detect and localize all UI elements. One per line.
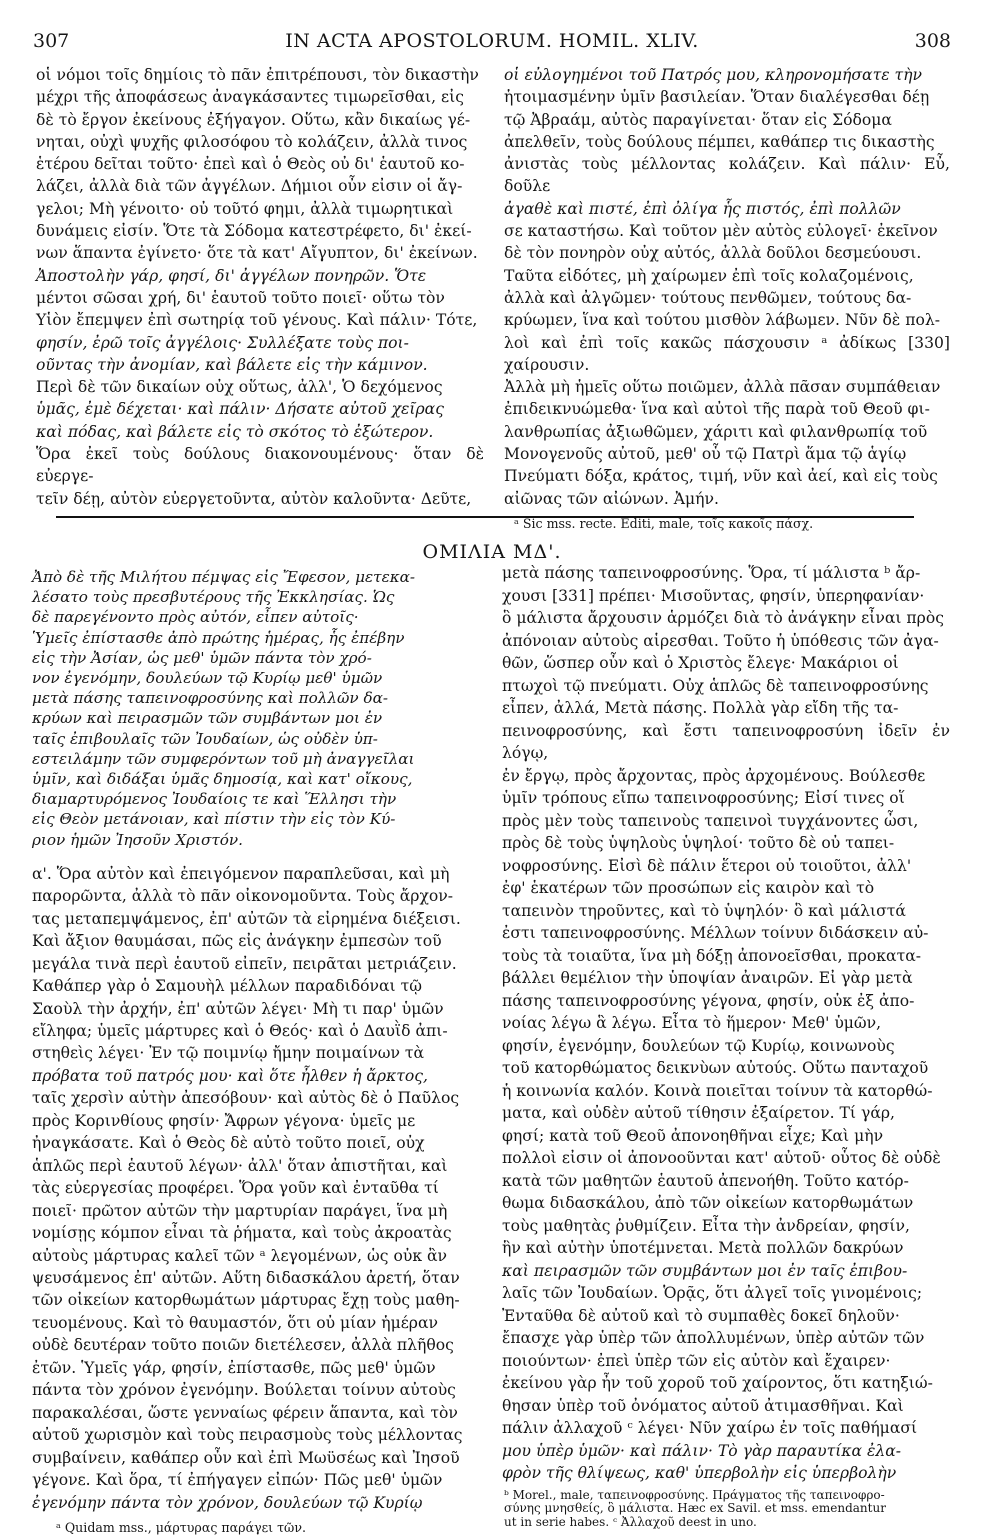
- text-line: Ὑμεῖς ἐπίστασθε ἀπὸ πρώτης ἡμέρας, ἧς ἐπέβην: [32, 628, 405, 647]
- text-line: Υἱὸν ἔπεμψεν ἐπὶ σωτηρίᾳ τοῦ γένους. Καὶ πάλιν· Τότε,: [36, 311, 478, 330]
- text-line: ταῖς χερσὶν αὐτὴν ἀπεσόβουν· καὶ αὐτὸς δὲ ὁ Παῦλος: [32, 1089, 460, 1108]
- text-line: χουσι [331] πρέπει· Μισοῦντας, φησίν, ὑπερηφανίαν·: [502, 586, 925, 605]
- text-line: ἐστι ταπεινοφροσύνης. Μέλλων τοίνυν διδάσκειν αὐ-: [502, 924, 929, 942]
- text-line: νων ἅπαντα ἐγίνετο· ὅτε τὰ κατ' Αἴγυπτον, δι' ἐκείνων.: [36, 244, 478, 263]
- text-line: τεῖν δέῃ, αὐτὸν εὐεργετοῦντα, αὐτὸν καλοῦντα· Δεῦτε,: [36, 489, 472, 508]
- footnote-line: σύνης μνησθείς, ὃ μάλιστα. Hæc ex Savil. et mss. emendantur: [504, 1501, 886, 1515]
- text-line: Καθάπερ γὰρ ὁ Σαμουὴλ μέλλων παραδιδόναι τῷ: [32, 977, 422, 996]
- text-line: μετὰ πάσης ταπεινοφροσύνης καὶ πολλῶν δα-: [32, 689, 388, 708]
- footnote-line: ut in serie habes. ᶜ Ἀλλαχοῦ deest in uno.: [504, 1514, 757, 1529]
- text-line: λαῖς τῶν Ἰουδαίων. Ὁρᾷς, ὅτι ἀλγεῖ τοῖς γινομένοις;: [502, 1284, 923, 1302]
- text-line: δὲ τὸν πονηρὸν οὐχ αὐτός, ἀλλὰ δοῦλοι δεσμεύουσι.: [504, 244, 922, 263]
- text-line: πρόβατα τοῦ πατρός μου· καὶ ὅτε ἦλθεν ἡ ἄρκτος,: [32, 1066, 428, 1085]
- text-line: καὶ πειρασμῶν τῶν συμβάντων μοι ἐν ταῖς ἐπιβου-: [502, 1261, 908, 1280]
- text-line: ἑτέρου δεῖται τοῦτο· ἐπεὶ καὶ ὁ Θεὸς οὐ δι' ἑαυτοῦ κο-: [36, 155, 465, 174]
- text-line: λοὶ καὶ ἐπὶ τοῖς κακῶς πάσχουσιν ᵃ ἀδίκως [330] χαίρουσιν.: [504, 333, 950, 374]
- text-line: οῦντας τὴν ἀνομίαν, καὶ βάλετε εἰς τὴν κάμινον.: [36, 355, 428, 374]
- text-line: ἐκείνου γὰρ ἦν τοῦ χοροῦ τοῦ χαίροντος, ὅτι κατηξιώ-: [502, 1374, 933, 1392]
- text-line: Ἐνταῦθα δὲ αὐτοῦ καὶ τὸ συμπαθὲς δοκεῖ δηλοῦν·: [502, 1306, 900, 1325]
- text-line: ὑμᾶς, ἐμὲ δέχεται· καὶ πάλιν· Δήσατε αὐτοῦ χεῖρας: [36, 400, 444, 419]
- text-line: Ταῦτα εἰδότες, μὴ χαίρωμεν ἐπὶ τοῖς κολαζομένοις,: [504, 266, 914, 285]
- text-line: ἀπελθεῖν, τοὺς δούλους πέμπει, καθάπερ τις δικαστὴς: [504, 132, 935, 151]
- text-line: πεινοφροσύνης, καὶ ἔστι ταπεινοφροσύνη ἰδεῖν ἐν λόγῳ,: [502, 721, 950, 762]
- text-line: παρακαλέσαι, ὥστε γενναίως φέρειν ἅπαντα, καὶ τὸν: [32, 1403, 458, 1422]
- section-divider: [56, 516, 914, 518]
- text-line: κατὰ τῶν μαθητῶν ἑαυτοῦ ἀπενοήθη. Τοῦτο κατόρ-: [502, 1171, 909, 1190]
- footnote-a-bottom: ᵃ Quidam mss., μάρτυρας παράγει τῶν.: [56, 1519, 306, 1535]
- text-line: τῶν οἰκείων κατορθωμάτων μάρτυρας ἔχῃ τοὺς μαθη-: [32, 1291, 460, 1310]
- text-line: εἰς Θεὸν μετάνοιαν, καὶ πίστιν τὴν εἰς τὸν Κύ-: [32, 810, 396, 829]
- text-line: τας μεταπεμψάμενος, ἐπ' αὐτῶν τὰ εἰρημένα διέξεισι.: [32, 909, 461, 928]
- running-title: IN ACTA APOSTOLORUM. HOMIL. XLIV.: [285, 30, 699, 52]
- text-line: μέντοι σῶσαι χρή, δι' ἑαυτοῦ τοῦτο ποιεῖ· οὕτω τὸν: [36, 288, 445, 307]
- text-line: ταῖς ἐπιβουλαῖς τῶν Ἰουδαίων, ὡς οὐδὲν ὑπ-: [32, 729, 378, 748]
- text-line: δὲ τὸ ἔργον ἐκείνους ἐξήγαγον. Οὕτω, κἂν δικαίως γέ-: [36, 110, 471, 129]
- footnotes-b-c: [502, 1489, 950, 1530]
- text-line: λέσατο τοὺς πρεσβυτέρους τῆς Ἐκκλησίας. Ὡς: [32, 588, 395, 607]
- text-line: ἀπόνοιαν αὐτοὺς αἱρεσθαι. Τοῦτο ἡ ὑπόθεσις τῶν ἀγα-: [502, 631, 939, 650]
- text-line: παρορῶντα, ἀλλὰ τὸ πᾶν οἰκονομοῦντα. Τοὺς ἄρχον-: [32, 887, 454, 906]
- text-line: ἣν καὶ αὐτὴν ὑποτέμνεται. Μετὰ πολλῶν δακρύων: [502, 1239, 904, 1257]
- text-line: πρὸς Κορινθίους φησίν· Ἄφρων γέγονα· ὑμεῖς με: [32, 1111, 416, 1130]
- paragraph: [502, 562, 950, 1485]
- text-line: φησί; κατὰ τοῦ Θεοῦ ἀπονοηθῆναι εἶχε; Καὶ μὴν: [502, 1126, 884, 1145]
- footnote-line: ᵇ Morel., male, ταπεινοφροσύνης. Πράγματος τῆς ταπεινοφρο-: [504, 1487, 885, 1502]
- paragraph: [36, 64, 484, 510]
- text-line: ἐφ' ἑκατέρων τῶν προσώπων εἰς καιρὸν καὶ τὸ: [502, 879, 875, 897]
- text-line: Σαοὺλ τὴν ἀρχήν, ἐπ' αὐτῶν λέγει· Μὴ τι παρ' ὑμῶν: [32, 999, 444, 1018]
- text-line: ταπεινὸν τηροῦντες, καὶ τὸ ὑψηλόν· ὃ καὶ μάλιστά: [502, 901, 906, 920]
- homily-summary: [32, 567, 480, 850]
- text-line: ἐγενόμην πάντα τὸν χρόνον, δουλεύων τῷ Κυρίῳ: [32, 1493, 423, 1512]
- text-line: εἰς τὴν Ἀσίαν, ὡς μεθ' ὑμῶν πάντα τὸν χρό-: [32, 648, 372, 667]
- text-line: αὐτοὺς μάρτυρας καλεῖ τῶν ᵃ λεγομένων, ὡς οὐκ ἂν: [32, 1246, 448, 1265]
- text-line: ἠναγκάσατε. Καὶ ὁ Θεὸς δὲ αὐτὸ τοῦτο ποιεῖ, οὐχ: [32, 1134, 425, 1153]
- text-line: τοὺς τὰ τοιαῦτα, ἵνα μὴ δόξῃ ἀπονοεῖσθαι, προκατα-: [502, 946, 922, 965]
- text-line: ὑμῖν, καὶ διδάξαι ὑμᾶς δημοσίᾳ, καὶ κατ' οἴκους,: [32, 770, 413, 789]
- text-line: μεγάλα τινὰ περὶ ἑαυτοῦ εἰπεῖν, πειρᾶται μετριάζειν.: [32, 954, 457, 973]
- text-line: πρὸς δὲ τοὺς ὑψηλοὺς ὑψηλοί· τοῦτο δὲ οὐ ταπει-: [502, 834, 895, 852]
- text-line: α'. Ὅρα αὐτὸν καὶ ἐπειγόμενον παραπλεῦσαι, καὶ μὴ: [32, 864, 450, 883]
- text-line: ὑμῖν τρόπους εἴπω ταπεινοφροσύνης; Εἰσί τινες οἵ: [502, 789, 905, 807]
- text-line: πάσης ταπεινοφροσύνης γέγονα, φησίν, οὐκ ἐξ ἀπο-: [502, 991, 915, 1010]
- text-line: Μονογενοῦς αὐτοῦ, μεθ' οὗ τῷ Πατρὶ ἅμα τῷ ἁγίῳ: [504, 445, 907, 464]
- text-line: νηται, οὐχὶ ψυχῆς φιλοσόφου τὸ κολάζειν, ἀλλὰ τινος: [36, 132, 468, 151]
- text-line: εἴληφα; ὑμεῖς μάρτυρες καὶ ὁ Θεός· καὶ ὁ Δαυῒδ ἀπι-: [32, 1022, 448, 1041]
- text-line: πολλοὶ εἰσιν οἱ ἀπονοοῦνται κατ' αὐτοῦ· οὗτος δὲ οὐδὲ: [502, 1149, 941, 1167]
- paragraph: [32, 863, 480, 1514]
- text-line: ἡτοιμασμένην ὑμῖν βασιλείαν. Ὅταν διαλέγεσθαι δέῃ: [504, 88, 930, 107]
- paragraph: [504, 64, 950, 510]
- footnote-a-top: ᵃ Sic mss. recte. Editi, male, τοῖς κακοῖς πάσχ.: [514, 515, 814, 531]
- text-line: ἁπλῶς περὶ ἑαυτοῦ λέγων· ἀλλ' ὅταν ἀπιστῆται, καὶ: [32, 1156, 448, 1175]
- text-line: συμβαίνειν, καθάπερ οὖν καὶ ἐπὶ Μωϋσέως καὶ Ἰησοῦ: [32, 1448, 460, 1467]
- text-line: πάλιν ἀλλαχοῦ ᶜ λέγει· Νῦν χαίρω ἐν τοῖς παθήμασί: [502, 1419, 918, 1437]
- text-line: μέχρι τῆς ἀποφάσεως ἀναγκάσαντες τιμωρεῖσθαι, εἰς: [36, 88, 464, 107]
- text-line: κρύων καὶ πειρασμῶν τῶν συμβάντων μοι ἐν: [32, 709, 383, 728]
- running-header: [33, 30, 951, 56]
- text-line: Ὅρα ἐκεῖ τοὺς δούλους διακονουμένους· ὅταν δὲ εὐεργε-: [36, 445, 484, 486]
- text-line: φησίν, ἐρῶ τοῖς ἀγγέλοις· Συλλέξατε τοὺς ποι-: [36, 333, 409, 352]
- text-line: αἰῶνας τῶν αἰώνων. Ἀμήν.: [504, 489, 719, 508]
- text-line: θῶν, ὥσπερ οὖν καὶ ὁ Χριστὸς ἔλεγε· Μακάριοι οἱ: [502, 654, 899, 672]
- text-line: τοὺς μαθητὰς ῥυθμίζειν. Εἶτα τὴν ἀνδρείαν, φησίν,: [502, 1216, 910, 1235]
- top-left-column: [36, 64, 484, 510]
- text-line: ριον ἡμῶν Ἰησοῦν Χριστόν.: [32, 830, 243, 849]
- text-line: καὶ πόδας, καὶ βάλετε εἰς τὸ σκότος τὸ ἐξώτερον.: [36, 422, 434, 441]
- text-line: δυνάμεις εἰσίν. Ὅτε τὰ Σόδομα κατεστρέφετο, δι' ἐκεί-: [36, 222, 472, 241]
- text-line: πρὸς μὲν τοὺς ταπεινοὺς ταπεινοὶ τυγχάνοντες ὦσι,: [502, 811, 919, 830]
- text-line: ἀγαθὲ καὶ πιστέ, ἐπὶ ὀλίγα ἧς πιστός, ἐπὶ πολλῶν: [504, 199, 901, 218]
- text-line: ψευσάμενος ἐπ' αὐτῶν. Αὕτη διδασκάλου ἀρετή, ὅταν: [32, 1269, 460, 1287]
- text-line: ποιεῖ· πρῶτον αὐτῶν τὴν μαρτυρίαν παράγει, ἵνα μὴ: [32, 1201, 448, 1220]
- text-line: ὃ μάλιστα ἄρχουσιν ἁρμόζει διὰ τὸ ἀνάγκην εἶναι πρὸς: [502, 609, 944, 627]
- text-line: τῷ Ἀβραάμ, αὐτὸς παραγίνεται· ὅταν εἰς Σόδομα: [504, 110, 892, 129]
- text-line: θωμα διδασκάλου, ἀπὸ τῶν οἰκείων κατορθωμάτων: [502, 1194, 914, 1212]
- text-line: τευομένους. Καὶ τὸ θαυμαστόν, ὅτι οὐ μίαν ἡμέραν: [32, 1313, 438, 1332]
- page-number-right: 308: [914, 30, 951, 52]
- text-line: τὰς εὐεργεσίας προφέρει. Ὅρα γοῦν καὶ ἐνταῦθα τί: [32, 1179, 439, 1198]
- text-line: αὐτοῦ χωρισμὸν καὶ τοὺς πειρασμοὺς τοὺς μέλλοντας: [32, 1426, 463, 1445]
- page-number-left: 307: [33, 30, 70, 52]
- text-line: κρύωμεν, ἵνα καὶ τούτου μισθὸν λάβωμεν. Νῦν δὲ πολ-: [504, 311, 941, 330]
- text-line: στηθεὶς λέγει· Ἐν τῷ ποιμνίῳ ἤμην ποιμαίνων τὰ: [32, 1044, 425, 1063]
- text-line: ἡ κοινωνία καλόν. Κοινὰ ποιεῖται τοίνυν τὰ κατορθώ-: [502, 1081, 933, 1100]
- text-line: λανθρωπίας ἀξιωθῶμεν, χάριτι καὶ φιλανθρωπίᾳ τοῦ: [504, 422, 928, 441]
- text-line: ἐν ἔργῳ, πρὸς ἄρχοντας, πρὸς ἀρχομένους. Βούλεσθε: [502, 766, 926, 785]
- text-line: φησίν, ἐγενόμην, δουλεύων τῷ Κυρίῳ, κοινωνοὺς: [502, 1036, 895, 1055]
- text-line: εστειλάμην τῶν συμφερόντων τοῦ μὴ ἀναγγεῖλαι: [32, 749, 415, 768]
- text-line: Ἀποστολὴν γάρ, φησί, δι' ἀγγέλων πονηρῶν. Ὅτε: [36, 266, 427, 285]
- text-line: διαμαρτυρόμενος Ἰουδαίοις τε καὶ Ἕλλησι τὴν: [32, 790, 397, 809]
- text-line: λάζει, ἀλλὰ διὰ τῶν ἀγγέλων. Δήμιοι οὖν εἰσιν οἱ ἄγ-: [36, 177, 463, 196]
- homily-title: ΟΜΙΛΙΑ ΜΔ'.: [422, 541, 562, 563]
- text-line: ἐτῶν. Ὑμεῖς γάρ, φησίν, ἐπίστασθε, πῶς μεθ' ὑμῶν: [32, 1358, 436, 1377]
- text-line: εἶπεν, ἀλλά, Μετὰ πάσης. Πολλὰ γὰρ εἴδη τῆς τα-: [502, 699, 899, 717]
- text-line: Πνεύματι δόξα, κράτος, τιμή, νῦν καὶ ἀεί, καὶ εἰς τοὺς: [504, 467, 938, 486]
- text-line: Ἀλλὰ μὴ ἡμεῖς οὕτω ποιῶμεν, ἀλλὰ πᾶσαν συμπάθειαν: [504, 378, 941, 397]
- text-line: οὐδὲ δευτέραν τοῦτο ποιῶν διετέλεσεν, ἀλλὰ πλῆθος: [32, 1336, 454, 1355]
- text-line: Ἀπὸ δὲ τῆς Μιλήτου πέμψας εἰς Ἔφεσον, μετεκα-: [32, 568, 416, 586]
- text-line: οἱ εὐλογημένοι τοῦ Πατρός μου, κληρονομήσατε τὴν: [504, 66, 922, 84]
- text-line: ποιούντων· ἐπεὶ ὑπὲρ τῶν εἰς αὐτὸν καὶ ἔχαιρεν·: [502, 1351, 891, 1370]
- text-line: νομίσῃς κόμπον εἶναι τὰ ῥήματα, καὶ τοὺς ἀκροατὰς: [32, 1224, 452, 1243]
- text-line: γέγονε. Καὶ ὅρα, τί ἐπήγαγεν εἰπών· Πῶς μεθ' ὑμῶν: [32, 1471, 443, 1490]
- text-line: μου ὑπὲρ ὑμῶν· καὶ πάλιν· Τὸ γὰρ παραυτίκα ἐλα-: [502, 1441, 902, 1460]
- text-line: Περὶ δὲ τῶν δικαίων οὐχ οὕτως, ἀλλ', Ὁ δεχόμενος: [36, 378, 443, 397]
- text-line: πτωχοὶ τῷ πνεύματι. Οὐχ ἁπλῶς δὲ ταπεινοφροσύνης: [502, 676, 929, 695]
- text-line: νοφροσύνης. Εἰσὶ δὲ πάλιν ἕτεροι οὐ τοιοῦτοι, ἀλλ': [502, 856, 912, 875]
- text-line: νον ἐγενόμην, δουλεύων τῷ Κυρίῳ μεθ' ὑμῶν: [32, 669, 383, 688]
- text-line: γελοι; Μὴ γένοιτο· οὐ τοῦτό φημι, ἀλλὰ τιμωρητικαὶ: [36, 199, 454, 218]
- text-line: δὲ παρεγένοντο πρὸς αὐτόν, εἶπεν αὐτοῖς·: [32, 608, 359, 627]
- bottom-left-column: [32, 567, 480, 1535]
- text-line: τοῦ κατορθώματος δεικνὺων αὐτούς. Οὕτω πανταχοῦ: [502, 1059, 929, 1077]
- text-line: μετὰ πάσης ταπεινοφροσύνης. Ὅρα, τί μάλιστα ᵇ ἄρ-: [502, 564, 921, 582]
- top-right-column: [504, 64, 950, 531]
- text-line: ἀνιστὰς τοὺς μέλλοντας κολάζειν. Καὶ πάλιν· Εὖ, δοῦλε: [504, 155, 950, 196]
- text-line: σε καταστήσω. Καὶ τοῦτον μὲν αὐτὸς εὐλογεῖ· ἐκεῖνον: [504, 222, 938, 241]
- text-line: ἔπασχε γὰρ ὑπὲρ τῶν ἀπολλυμένων, ὑπὲρ αὐτῶν τῶν: [502, 1329, 925, 1347]
- text-line: βάλλει θεμέλιον τὴν ὑποψίαν ἀναιρῶν. Εἰ γὰρ μετὰ: [502, 969, 913, 987]
- text-line: ἀλλὰ καὶ ἀλγῶμεν· τούτους πενθῶμεν, τούτους δα-: [504, 288, 912, 307]
- bottom-right-column: [502, 562, 950, 1529]
- text-line: φρὸν τῆς θλίψεως, καθ' ὑπερβολὴν εἰς ὑπερβολὴν: [502, 1464, 897, 1482]
- text-line: Καὶ ἄξιον θαυμάσαι, πῶς εἰς ἀνάγκην ἐμπεσὼν τοῦ: [32, 932, 442, 951]
- text-line: ἐπιδεικνυώμεθα· ἵνα καὶ αὐτοὶ τῆς παρὰ τοῦ Θεοῦ φι-: [504, 400, 930, 419]
- text-line: οἱ νόμοι τοῖς δημίοις τὸ πᾶν ἐπιτρέπουσι, τὸν δικαστὴν: [36, 66, 479, 84]
- text-line: θησαν ὑπὲρ τοῦ ὀνόματος αὐτοῦ ἀτιμασθῆναι. Καὶ: [502, 1396, 904, 1415]
- text-line: πάντα τὸν χρόνον ἐγενόμην. Βούλεται τοίνυν αὐτοὺς: [32, 1381, 456, 1400]
- text-line: ματα, καὶ οὐδὲν αὐτοῦ τίθησιν ἐξαίρετον. Τί γάρ,: [502, 1104, 895, 1122]
- text-line: νοίας λέγω ἃ λέγω. Εἶτα τὸ ἥμερον· Μεθ' ὑμῶν,: [502, 1014, 882, 1032]
